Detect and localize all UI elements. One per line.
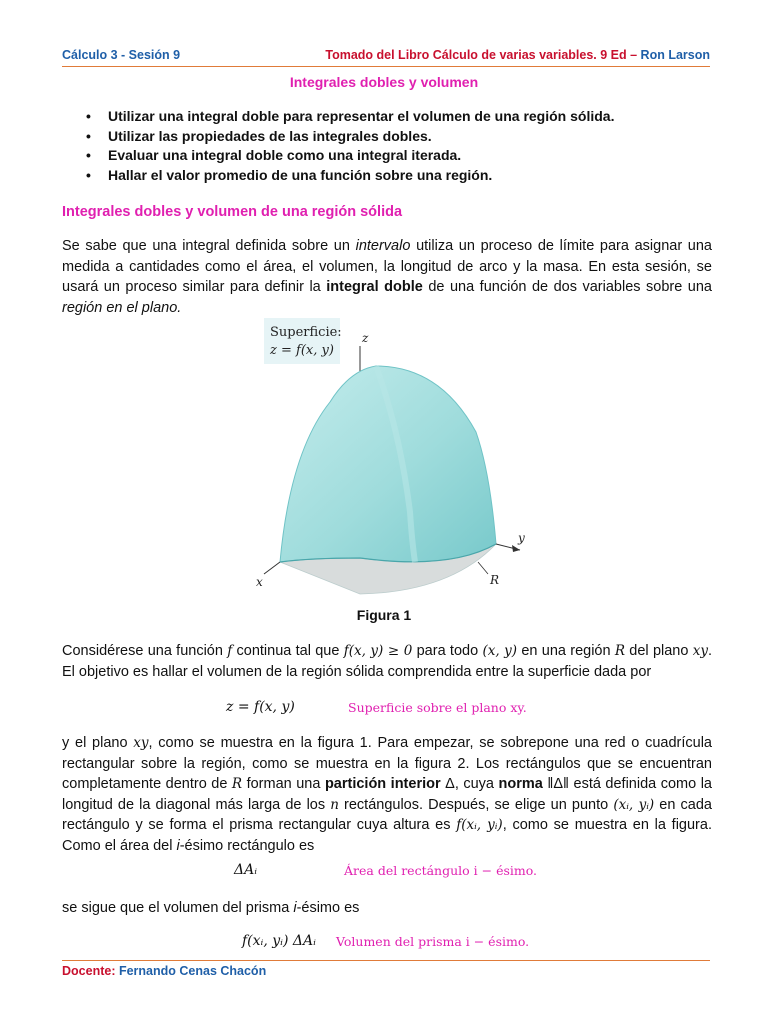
math-inline: (xᵢ, yᵢ) — [613, 796, 655, 813]
page-title: Integrales dobles y volumen — [289, 74, 479, 90]
text-span: utiliza un proceso de límite para asignar una medida a cantidades como el área, el volumen, la longitud de arco y la masa. En esta sesión, se usará un proceso similar para definir la — [62, 238, 713, 295]
text-italic: i — [176, 837, 180, 854]
math-inline: n — [330, 796, 339, 813]
equation-expression: z = f(x, y) — [226, 699, 295, 715]
objective-item: • Utilizar una integral doble para representar el volumen de una región sólida. — [62, 107, 712, 127]
x-axis — [264, 562, 280, 574]
text-span: -ésimo es — [296, 900, 360, 916]
text-span: Considérese una función — [62, 643, 228, 659]
text-span: se sigue que el volumen del prisma — [62, 900, 294, 916]
equation-note: Volumen del prisma i − ésimo. — [336, 934, 530, 949]
text-span: continua tal que — [232, 643, 344, 659]
surface-label-line1: Superficie: — [270, 325, 342, 340]
function-paragraph — [62, 641, 712, 682]
page-footer — [62, 960, 710, 987]
footer-label: Docente: — [62, 964, 119, 978]
objective-item: • Utilizar las propiedades de las integrales dobles. — [62, 127, 712, 147]
equation-expression: ΔAᵢ — [234, 862, 258, 878]
text-bold: integral doble — [326, 279, 423, 295]
math-inline: xy — [692, 643, 708, 659]
figure-caption: Figura 1 — [356, 607, 412, 623]
math-inline: (x, y) — [482, 643, 518, 659]
equation-surface-note-wrap — [348, 700, 527, 716]
equation-surface — [226, 699, 295, 715]
text-span: y el plano — [62, 735, 134, 751]
teacher-name: Fernando Cenas Chacón — [118, 964, 267, 978]
surface-label-line2: z = f(x, y) — [270, 343, 334, 358]
math-inline: xy — [133, 735, 149, 751]
objective-item: • Hallar el valor promedio de una función sobre una región. — [62, 166, 712, 186]
text-span: . El objetivo es hallar el volumen de la región sólida comprendida entre la superficie dada por — [62, 643, 712, 680]
equation-area-note-wrap — [344, 863, 537, 879]
region-pointer — [478, 562, 488, 574]
text-span: del plano — [625, 643, 693, 659]
math-inline: f — [227, 643, 233, 659]
text-italic: intervalo — [355, 238, 411, 254]
text-bold: partición interior — [324, 776, 441, 792]
footer-content — [62, 964, 266, 978]
text-span: -ésimo rectángulo es — [179, 837, 315, 854]
equation-note: Superficie sobre el plano xy. — [348, 700, 527, 715]
source-author: Ron Larson — [640, 48, 710, 62]
equation-note: Área del rectángulo i − ésimo. — [344, 863, 538, 878]
equation-area — [234, 862, 257, 878]
text-span: rectángulos. Después, se elige un punto — [338, 796, 614, 813]
equation-volume — [242, 933, 316, 949]
source-dash: – — [626, 48, 641, 62]
text-span: en una región — [517, 643, 615, 659]
volume-paragraph — [62, 898, 712, 919]
source-reference — [325, 48, 710, 62]
course-session: Cálculo 3 - Sesión 9 — [62, 48, 181, 62]
objectives-list — [62, 107, 712, 185]
text-span: Se sabe que una integral definida sobre un — [62, 238, 356, 254]
text-span: , como se muestra en la figura. Como el área del — [62, 817, 712, 854]
y-axis-arrow — [512, 545, 520, 552]
region-label: R — [490, 573, 500, 587]
math-inline: f(x, y) ≥ 0 — [343, 643, 413, 659]
page-header — [62, 48, 710, 67]
figure-1-surface-plot — [250, 312, 530, 602]
intro-paragraph — [62, 236, 712, 318]
text-span: forman una — [242, 776, 325, 792]
math-inline: f(xᵢ, yᵢ) — [456, 817, 503, 833]
objective-item: • Evaluar una integral doble como una integral iterada. — [62, 146, 712, 166]
text-span: en cada rectángulo y se forma el prisma rectangular cuya altura es — [62, 796, 712, 833]
x-axis-label: x — [256, 575, 263, 589]
text-span: de una función de dos variables sobre una — [422, 279, 713, 295]
text-span: ‖Δ‖ está definida como la longitud de la diagonal más larga de los — [62, 776, 712, 813]
text-span: para todo — [412, 643, 483, 659]
equation-expression: f(xᵢ, yᵢ) ΔAᵢ — [242, 933, 316, 949]
y-axis-label: y — [518, 531, 525, 545]
text-span: , como se muestra en la figura 1. Para empezar, se sobrepone una red o cuadrícula rectangular sobre la región, como se muestra en la figura 2. Los rectángulos que se encuentran completamente dentro de — [62, 735, 712, 792]
math-inline: R — [614, 643, 626, 659]
partition-paragraph — [62, 733, 712, 856]
text-span: Δ, cuya — [440, 776, 499, 792]
z-axis-label: z — [362, 331, 369, 345]
text-italic: i — [293, 900, 297, 916]
text-bold: norma — [498, 776, 543, 792]
text-italic: región en el plano. — [62, 299, 182, 316]
section-subtitle: Integrales dobles y volumen de una región sólida — [62, 204, 403, 220]
source-book: Tomado del Libro Cálculo de varias variables. 9 Ed — [325, 48, 627, 62]
equation-volume-note-wrap — [336, 934, 529, 950]
math-inline: R — [231, 776, 243, 792]
